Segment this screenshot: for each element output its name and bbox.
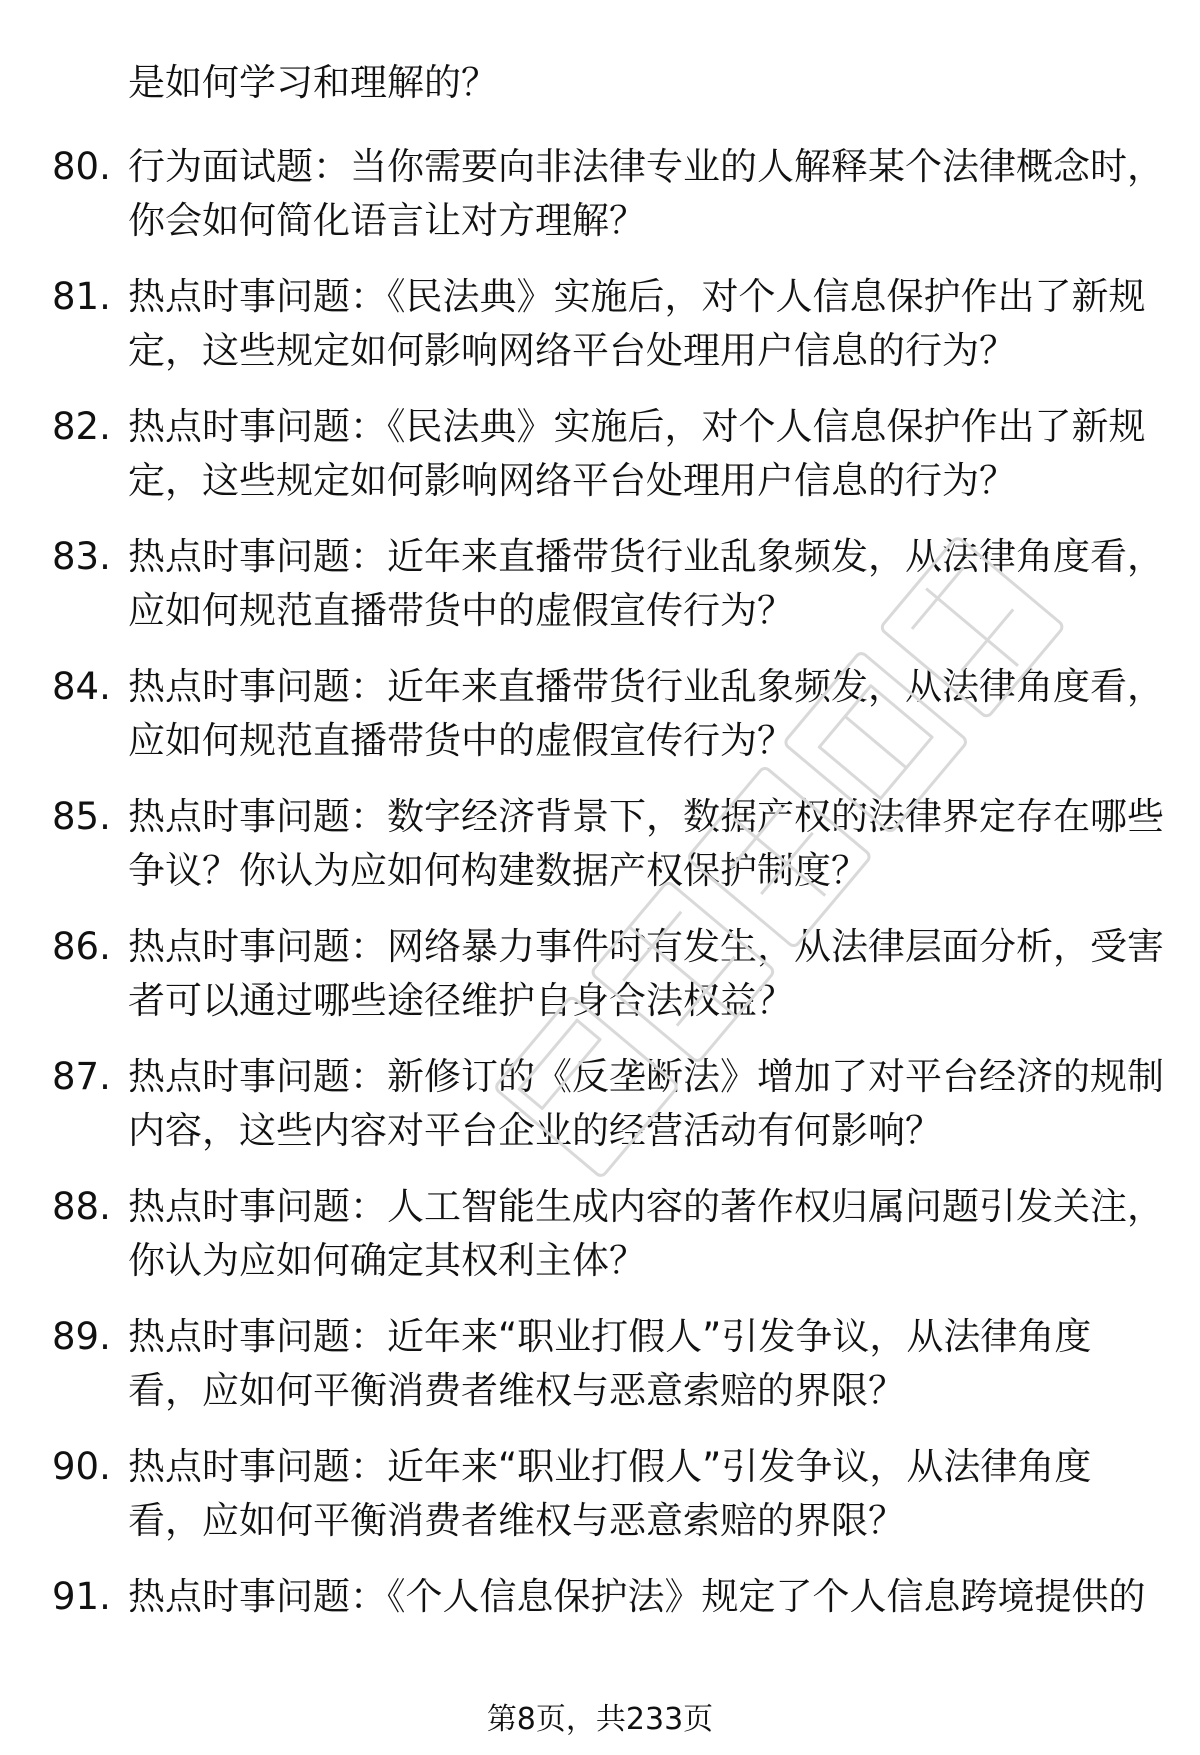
question-line: 定，这些规定如何影响网络平台处理用户信息的行为？ [128, 329, 1016, 372]
question-text [128, 1440, 1150, 1548]
question-number: 84. [52, 665, 111, 708]
question-number: 80. [52, 145, 111, 188]
question-item [0, 1440, 1200, 1570]
question-line: 热点时事问题：近年来“职业打假人”引发争议，从法律角度 [128, 1315, 1092, 1358]
question-line: 定，这些规定如何影响网络平台处理用户信息的行为？ [128, 459, 1016, 502]
question-item [0, 790, 1200, 920]
question-line: 争议？你认为应如何构建数据产权保护制度？ [128, 849, 868, 892]
question-line: 热点时事问题：新修订的《反垄断法》增加了对平台经济的规制 [128, 1055, 1164, 1098]
question-line: 者可以通过哪些途径维护自身合法权益？ [128, 979, 794, 1022]
question-number: 87. [52, 1055, 111, 1098]
question-item [0, 1180, 1200, 1310]
question-number: 85. [52, 795, 111, 838]
question-item [0, 1050, 1200, 1180]
question-number: 88. [52, 1185, 111, 1228]
question-line: 你认为应如何确定其权利主体？ [128, 1239, 646, 1282]
question-text [128, 1180, 1164, 1288]
question-number: 91. [52, 1575, 111, 1618]
question-item [0, 270, 1200, 400]
question-number: 86. [52, 925, 111, 968]
question-line: 热点时事问题：《民法典》实施后，对个人信息保护作出了新规 [128, 405, 1146, 448]
question-number: 89. [52, 1315, 111, 1358]
question-text [128, 1050, 1164, 1158]
question-text [128, 1570, 1150, 1624]
question-number: 82. [52, 405, 111, 448]
question-item [0, 920, 1200, 1050]
question-text [128, 140, 1164, 248]
question-line: 看，应如何平衡消费者维权与恶意索赔的界限？ [128, 1369, 905, 1412]
question-line: 热点时事问题：人工智能生成内容的著作权归属问题引发关注， [128, 1185, 1164, 1228]
question-text [128, 790, 1164, 898]
question-text [128, 660, 1164, 768]
question-text [128, 270, 1150, 378]
question-line: 热点时事问题：《个人信息保护法》规定了个人信息跨境提供的 [128, 1575, 1146, 1618]
question-line: 热点时事问题：近年来直播带货行业乱象频发，从法律角度看， [128, 665, 1164, 708]
question-line: 热点时事问题：近年来“职业打假人”引发争议，从法律角度 [128, 1445, 1092, 1488]
page-indicator: 第8页，共233页 [486, 1702, 714, 1737]
question-text [128, 530, 1164, 638]
question-item [0, 400, 1200, 530]
question-line: 你会如何简化语言让对方理解？ [128, 199, 646, 242]
question-text [128, 400, 1150, 508]
page-footer [0, 1700, 1200, 1740]
question-item [0, 1570, 1200, 1700]
question-item [0, 1310, 1200, 1440]
question-text [128, 1310, 1150, 1418]
continued-question-text: 是如何学习和理解的？ [128, 61, 498, 104]
question-list [0, 140, 1200, 1700]
question-line: 热点时事问题：网络暴力事件时有发生，从法律层面分析，受害 [128, 925, 1164, 968]
question-item [0, 530, 1200, 660]
question-item [0, 660, 1200, 790]
question-line: 应如何规范直播带货中的虚假宣传行为？ [128, 589, 794, 632]
question-line: 热点时事问题：数字经济背景下，数据产权的法律界定存在哪些 [128, 795, 1164, 838]
question-number: 81. [52, 275, 111, 318]
question-line: 应如何规范直播带货中的虚假宣传行为？ [128, 719, 794, 762]
question-text [128, 920, 1164, 1028]
question-number: 90. [52, 1445, 111, 1488]
question-line: 热点时事问题：近年来直播带货行业乱象频发，从法律角度看， [128, 535, 1164, 578]
question-line: 行为面试题：当你需要向非法律专业的人解释某个法律概念时， [128, 145, 1164, 188]
question-line: 热点时事问题：《民法典》实施后，对个人信息保护作出了新规 [128, 275, 1146, 318]
question-number: 83. [52, 535, 111, 578]
question-line: 看，应如何平衡消费者维权与恶意索赔的界限？ [128, 1499, 905, 1542]
question-item [0, 140, 1200, 270]
question-line: 内容，这些内容对平台企业的经营活动有何影响？ [128, 1109, 942, 1152]
